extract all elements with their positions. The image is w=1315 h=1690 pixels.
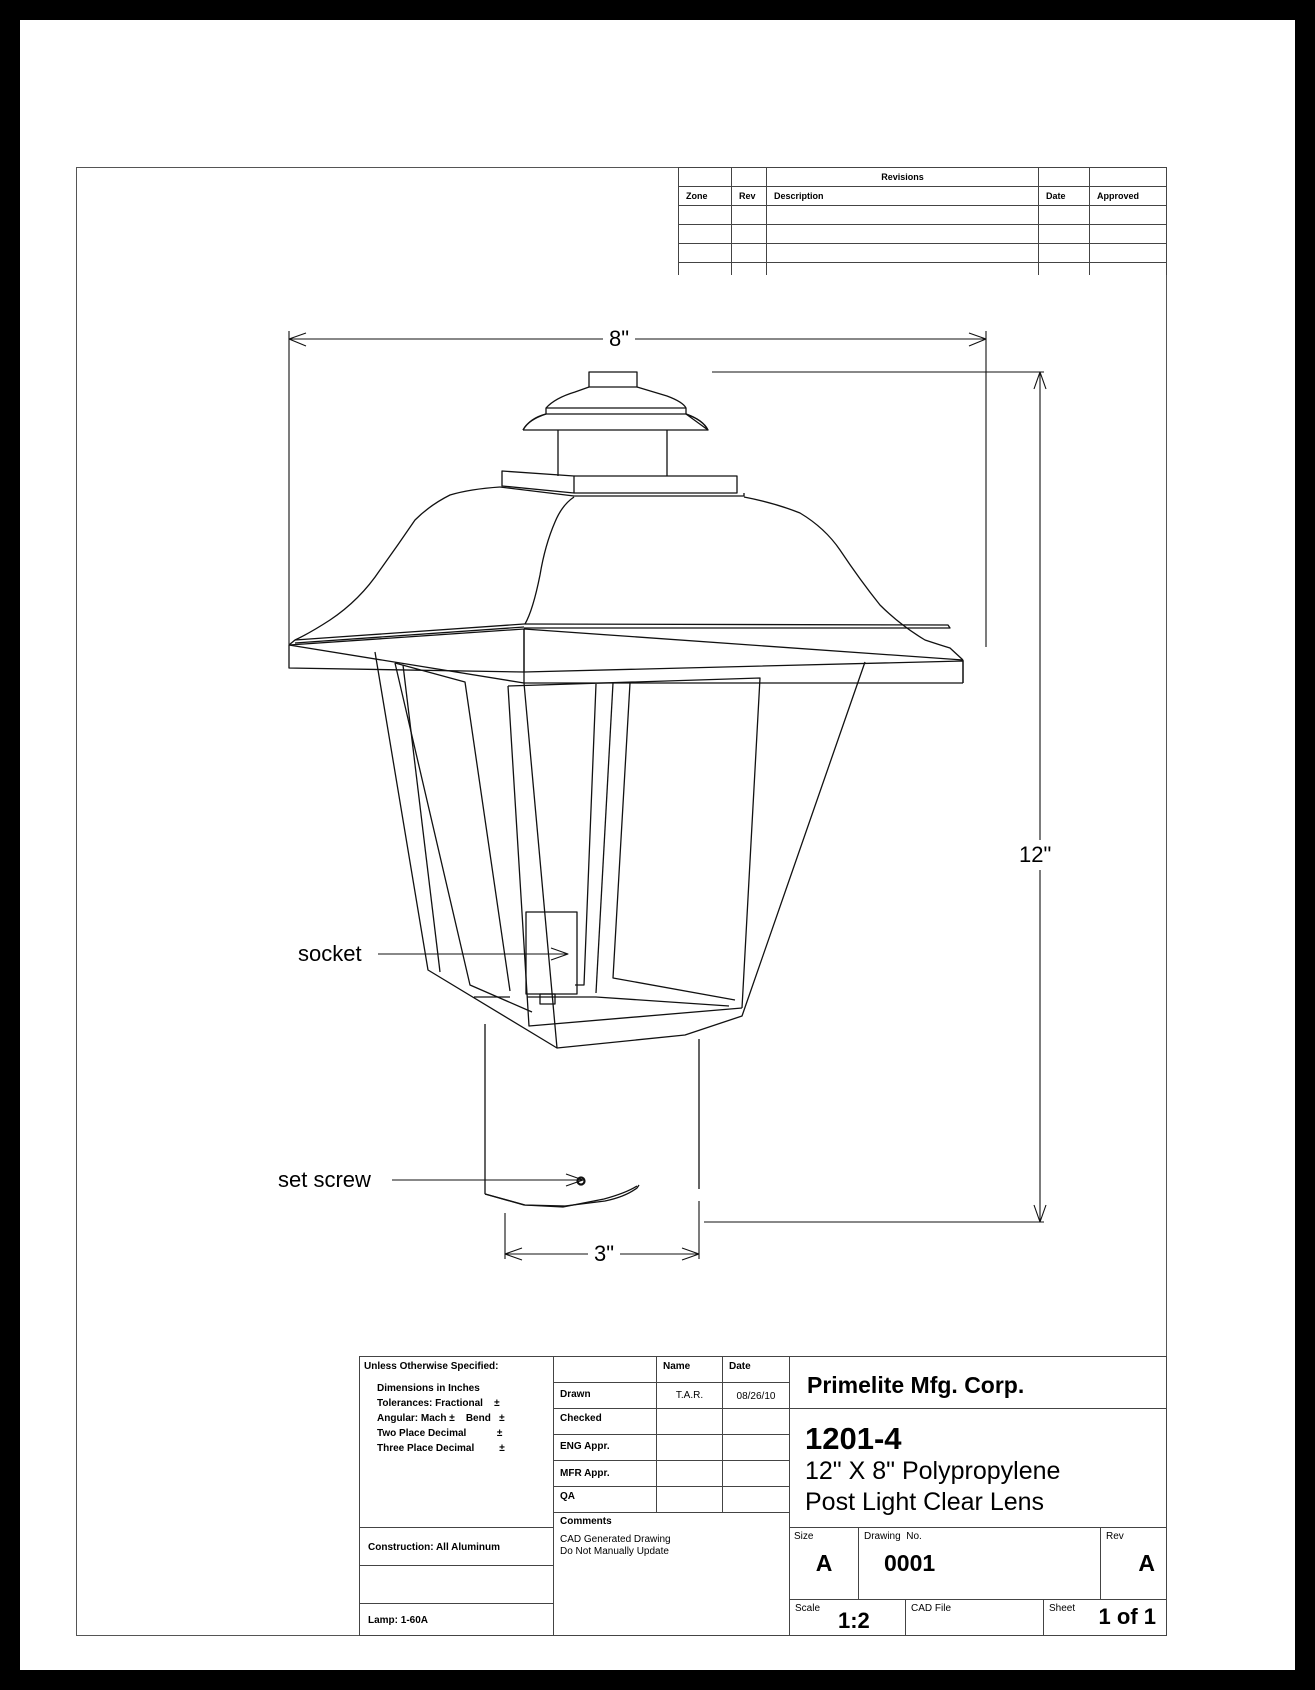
lamp-text: Lamp: 1-60A xyxy=(368,1615,429,1626)
signoff-label-mfr-appr: MFR Appr. xyxy=(553,1460,657,1487)
part-description-line: Post Light Clear Lens xyxy=(805,1488,1045,1516)
col-date: Date xyxy=(1039,187,1090,206)
company-cell xyxy=(789,1356,1167,1409)
drawn-date: 08/26/10 xyxy=(722,1382,790,1409)
dimension-base-width-label: 3" xyxy=(588,1243,620,1265)
checked-date xyxy=(722,1408,790,1435)
revisions-title: Revisions xyxy=(767,168,1039,187)
comment-line: Do Not Manually Update xyxy=(560,1546,669,1557)
blank-spec-cell xyxy=(359,1565,554,1604)
part-description-line: 12" X 8" Polypropylene xyxy=(805,1457,1061,1485)
signoff-label-qa: QA xyxy=(553,1486,657,1513)
comment-line: CAD Generated Drawing xyxy=(560,1534,671,1545)
signoff-header-name: Name xyxy=(656,1356,723,1383)
spec-line: Two Place Decimal ± xyxy=(377,1428,503,1439)
size-cell: Size A xyxy=(789,1527,859,1600)
signoff-label-drawn: Drawn xyxy=(553,1382,657,1409)
eng-appr-name xyxy=(656,1434,723,1461)
cad-file-cell: CAD File xyxy=(905,1599,1044,1636)
dimension-width-label: 8" xyxy=(603,328,635,350)
rev-value: A xyxy=(1138,1550,1155,1576)
construction-cell xyxy=(359,1527,554,1566)
rev-cell: Rev A xyxy=(1100,1527,1167,1600)
spec-line: Dimensions in Inches xyxy=(377,1383,480,1394)
specs-heading: Unless Otherwise Specified: xyxy=(364,1361,499,1372)
mfr-appr-date xyxy=(722,1460,790,1487)
company-name: Primelite Mfg. Corp. xyxy=(807,1372,1025,1398)
set-screw-callout: set screw xyxy=(278,1167,371,1192)
drawing-no-cell: Drawing No. 0001 xyxy=(858,1527,1101,1600)
comments-label: Comments xyxy=(560,1516,612,1527)
mfr-appr-name xyxy=(656,1460,723,1487)
drawn-name: T.A.R. xyxy=(656,1382,723,1409)
scale-cell: Scale 1:2 xyxy=(789,1599,906,1636)
eng-appr-date xyxy=(722,1434,790,1461)
socket-callout: socket xyxy=(298,941,362,966)
construction-text: Construction: All Aluminum xyxy=(368,1542,501,1553)
signoff-label-checked: Checked xyxy=(553,1408,657,1435)
lamp-cell xyxy=(359,1603,554,1636)
qa-date xyxy=(722,1486,790,1513)
title-block xyxy=(359,1356,1167,1636)
spec-line: Tolerances: Fractional ± xyxy=(377,1398,500,1409)
finial-cap xyxy=(289,372,963,1207)
qa-name xyxy=(656,1486,723,1513)
col-description: Description xyxy=(767,187,1039,206)
col-rev: Rev xyxy=(732,187,767,206)
col-zone: Zone xyxy=(679,187,732,206)
comments-cell xyxy=(553,1512,790,1636)
sheet-value: 1 of 1 xyxy=(1098,1604,1156,1629)
part-title-cell xyxy=(789,1408,1167,1528)
spec-line: Three Place Decimal ± xyxy=(377,1443,505,1454)
checked-name xyxy=(656,1408,723,1435)
sheet-cell: Sheet 1 of 1 xyxy=(1043,1599,1167,1636)
scale-value: 1:2 xyxy=(838,1608,870,1633)
signoff-label-eng-appr: ENG Appr. xyxy=(553,1434,657,1461)
signoff-header-date: Date xyxy=(722,1356,790,1383)
size-value: A xyxy=(815,1550,833,1576)
drawing-number: 0001 xyxy=(884,1550,936,1576)
drawing-sheet xyxy=(20,20,1295,1670)
dimension-height-label: 12" xyxy=(1015,840,1055,870)
specs-cell xyxy=(359,1356,554,1528)
part-number: 1201-4 xyxy=(805,1421,902,1456)
col-approved: Approved xyxy=(1090,187,1167,206)
spec-line: Angular: Mach ± Bend ± xyxy=(377,1413,505,1424)
